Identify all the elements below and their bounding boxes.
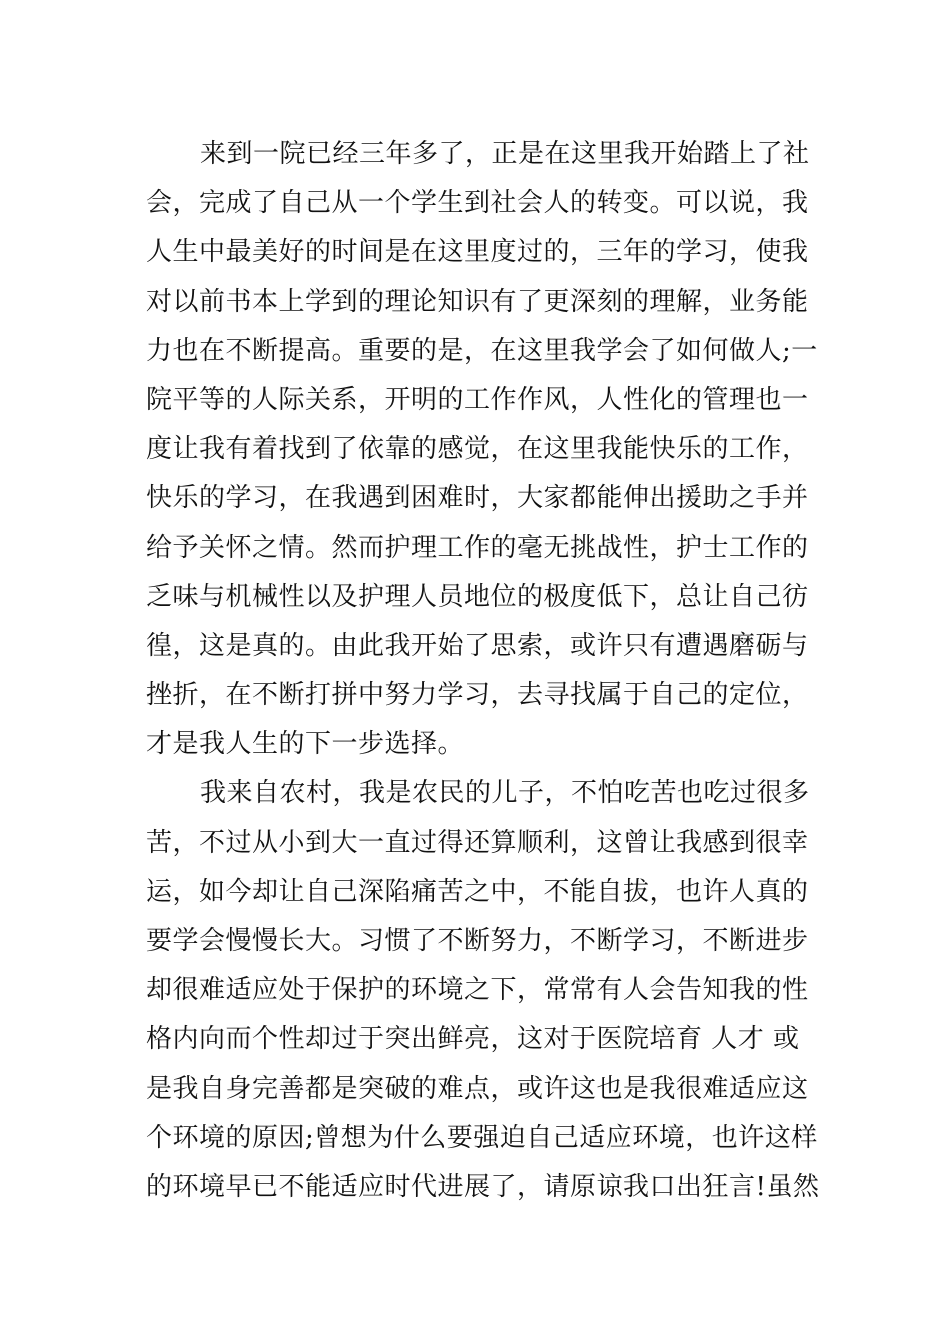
paragraph-line: 是我自身完善都是突破的难点，或许这也是我很难适应这 bbox=[146, 1073, 809, 1104]
paragraph-line: 力也在不断提高。重要的是，在这里我学会了如何做人;一 bbox=[146, 335, 818, 366]
paragraph-line: 给予关怀之情。然而护理工作的毫无挑战性，护士工作的 bbox=[146, 532, 809, 563]
paragraph-line: 快乐的学习，在我遇到困难时，大家都能伸出援助之手并 bbox=[146, 483, 809, 514]
paragraph-line: 院平等的人际关系，开明的工作作风，人性化的管理也一 bbox=[146, 384, 809, 415]
paragraph-line: 我来自农村，我是农民的儿子，不怕吃苦也吃过很多 bbox=[200, 778, 810, 809]
paragraph-line: 度让我有着找到了依靠的感觉，在这里我能快乐的工作， bbox=[146, 434, 809, 465]
paragraph-line: 人生中最美好的时间是在这里度过的，三年的学习，使我 bbox=[146, 237, 809, 268]
paragraph-line: 的环境早已不能适应时代进展了，请原谅我口出狂言!虽然 bbox=[146, 1171, 820, 1202]
paragraph-line: 个环境的原因;曾想为什么要强迫自己适应环境，也许这样 bbox=[146, 1122, 818, 1153]
paragraph-line: 来到一院已经三年多了，正是在这里我开始踏上了社 bbox=[200, 139, 810, 169]
paragraph-line: 才是我人生的下一步选择。 bbox=[146, 729, 465, 760]
paragraph-2 bbox=[146, 769, 820, 1212]
paragraph-1 bbox=[146, 130, 818, 769]
paragraph-line: 对以前书本上学到的理论知识有了更深刻的理解，业务能 bbox=[146, 286, 809, 317]
paragraph-line: 却很难适应处于保护的环境之下，常常有人会告知我的性 bbox=[146, 975, 809, 1006]
paragraph-line: 乏味与机械性以及护理人员地位的极度低下，总让自己彷 bbox=[146, 581, 809, 612]
paragraph-line: 挫折，在不断打拼中努力学习，去寻找属于自己的定位， bbox=[146, 680, 809, 711]
paragraph-line: 要学会慢慢长大。习惯了不断努力，不断学习，不断进步 bbox=[146, 926, 809, 956]
paragraph-line: 徨，这是真的。由此我开始了思索，或许只有遭遇磨砺与 bbox=[146, 630, 809, 661]
paragraph-line: 格内向而个性却过于突出鲜亮，这对于医院培育 人才 或 bbox=[146, 1024, 800, 1055]
document-body bbox=[146, 130, 820, 1212]
paragraph-line: 运，如今却让自己深陷痛苦之中，不能自拔，也许人真的 bbox=[146, 876, 809, 907]
paragraph-line: 会，完成了自己从一个学生到社会人的转变。可以说，我 bbox=[146, 188, 809, 219]
paragraph-line: 苦，不过从小到大一直过得还算顺利，这曾让我感到很幸 bbox=[146, 827, 809, 858]
